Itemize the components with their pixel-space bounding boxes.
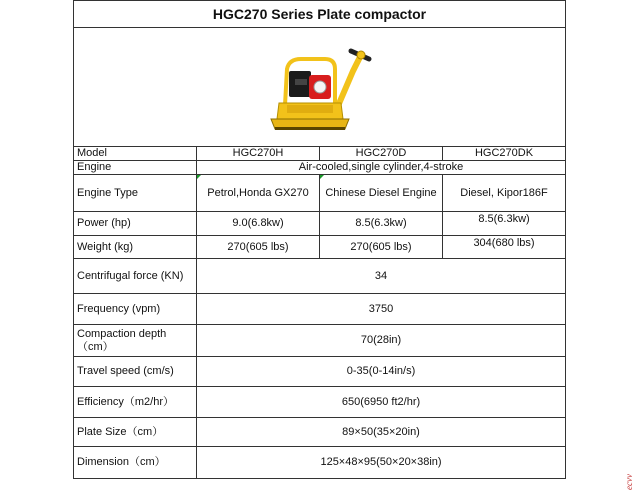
row-engine-type bbox=[74, 175, 566, 212]
plate-compactor-image bbox=[265, 41, 375, 141]
value-dimension: 125×48×95(50×20×38in) bbox=[197, 447, 566, 479]
title-row bbox=[74, 1, 566, 28]
image-row bbox=[74, 28, 566, 147]
label-plate-size: Plate Size（cm） bbox=[74, 418, 197, 447]
engine-type-hgc270h bbox=[197, 175, 320, 212]
weight-hgc270h: 270(605 lbs) bbox=[197, 236, 320, 259]
label-model: Model bbox=[74, 147, 197, 161]
engine-type-hgc270d-text: Chinese Diesel Engine bbox=[325, 186, 437, 199]
label-engine-type: Engine Type bbox=[74, 175, 197, 212]
value-frequency: 3750 bbox=[197, 294, 566, 325]
model-hgc270d: HGC270D bbox=[320, 147, 443, 161]
row-dimension bbox=[74, 447, 566, 479]
value-compaction: 70(28in) bbox=[197, 325, 566, 357]
label-frequency: Frequency (vpm) bbox=[74, 294, 197, 325]
engine-type-hgc270dk: Diesel, Kipor186F bbox=[443, 175, 566, 212]
row-compaction bbox=[74, 325, 566, 357]
engine-type-hgc270d bbox=[320, 175, 443, 212]
label-efficiency: Efficiency（m2/hr） bbox=[74, 387, 197, 418]
row-frequency bbox=[74, 294, 566, 325]
label-travel-speed: Travel speed (cm/s) bbox=[74, 357, 197, 387]
value-centrifugal: 34 bbox=[197, 259, 566, 294]
row-engine bbox=[74, 161, 566, 175]
engine-type-hgc270h-text: Petrol,Honda GX270 bbox=[207, 186, 309, 199]
label-power: Power (hp) bbox=[74, 212, 197, 236]
label-dimension: Dimension（cm） bbox=[74, 447, 197, 479]
model-hgc270dk: HGC270DK bbox=[443, 147, 566, 161]
value-travel-speed: 0-35(0-14in/s) bbox=[197, 357, 566, 387]
value-efficiency: 650(6950 ft2/hr) bbox=[197, 387, 566, 418]
row-weight bbox=[74, 236, 566, 259]
label-weight: Weight (kg) bbox=[74, 236, 197, 259]
row-plate-size bbox=[74, 418, 566, 447]
product-image-cell bbox=[74, 28, 566, 147]
spec-table bbox=[73, 0, 566, 479]
table-title: HGC270 Series Plate compactor bbox=[74, 1, 566, 28]
weight-hgc270dk: 304(680 lbs) bbox=[443, 236, 566, 259]
row-travel-speed bbox=[74, 357, 566, 387]
value-plate-size: 89×50(35×20in) bbox=[197, 418, 566, 447]
row-efficiency bbox=[74, 387, 566, 418]
power-hgc270dk: 8.5(6.3kw) bbox=[443, 212, 566, 236]
weight-hgc270d: 270(605 lbs) bbox=[320, 236, 443, 259]
row-model bbox=[74, 147, 566, 161]
power-hgc270h: 9.0(6.8kw) bbox=[197, 212, 320, 236]
model-hgc270h: HGC270H bbox=[197, 147, 320, 161]
label-centrifugal: Centrifugal force (KN) bbox=[74, 259, 197, 294]
comment-marker bbox=[320, 175, 324, 179]
row-centrifugal bbox=[74, 259, 566, 294]
comment-marker bbox=[197, 175, 201, 179]
ecvv-watermark-logo: ecvv bbox=[624, 474, 634, 490]
row-power bbox=[74, 212, 566, 236]
power-hgc270d: 8.5(6.3kw) bbox=[320, 212, 443, 236]
label-engine: Engine bbox=[74, 161, 197, 175]
label-compaction: Compaction depth （cm） bbox=[74, 325, 197, 357]
value-engine: Air-cooled,single cylinder,4-stroke bbox=[197, 161, 566, 175]
